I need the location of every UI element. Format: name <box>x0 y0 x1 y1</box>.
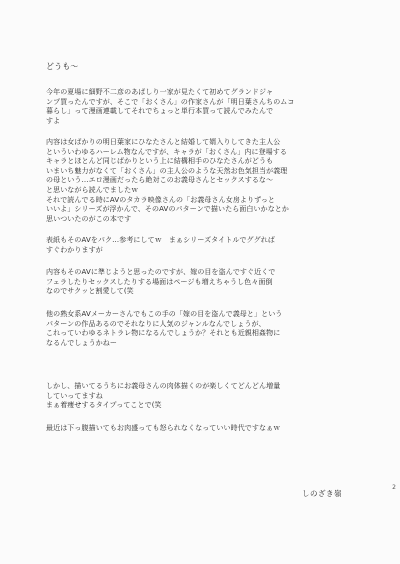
text-line: なのでサクッと割愛して(笑 <box>46 287 134 296</box>
text-line: すぐわかりますが <box>46 245 103 254</box>
page-number: 2 <box>392 484 396 491</box>
text-line: しかし、描いてるうちにお義母さんの肉体描くのが楽しくてどんどん増量 <box>46 382 281 390</box>
text-line: まぁ着痩せするタイプってことで(笑 <box>46 401 162 410</box>
paragraph-5 <box>46 310 368 348</box>
text-line: 内容は女ばかりの明日葉家にひなたさんと結婚して婿入りしてきた主人公 <box>46 138 281 146</box>
text-line: 最近は下っ腹描いてもお肉盛っても怒られなくなっていい時代ですなぁｗ <box>46 424 281 432</box>
text-line: これっていわゆるネトラレ物になるんでしょうか？それとも近親相姦物に <box>46 329 281 338</box>
text-line: といういわゆるハーレム物なんですが、キャラが「おくさん」内に登場する <box>46 147 287 156</box>
paragraph-6 <box>46 382 368 411</box>
greeting-text: どうも〜 <box>46 62 79 71</box>
text-line: キャラとほとんど同じばかりという上に結構相手のひなたさんがどうも <box>46 157 274 166</box>
text-line: ンプ買ったんですが、そこで「おくさん」の作家さんが「明日葉さんちのムコ <box>46 97 295 106</box>
text-line: パターンの作品あるのでそれなりに人気のジャンルなんでしょうが、 <box>46 319 266 328</box>
text-line: していってますね <box>46 391 103 400</box>
text-line: 暮らし」って漫画連載してそれでちょっと単行本買って読んでみたんで <box>46 107 274 116</box>
paragraph-3 <box>46 236 368 255</box>
paragraph-2 <box>46 138 368 224</box>
paragraph-7 <box>46 424 368 434</box>
text-line: の母という…エロ漫画だったら絶対このお義母さんとセックスするな〜 <box>46 176 274 185</box>
text-line: 表紙もそのAVをパク…参考にしてｗ まぁシリーズタイトルでググれば <box>46 236 275 244</box>
text-line: と思いながら読んでましたｗ <box>46 185 139 194</box>
paragraph-1 <box>46 88 368 126</box>
text-line: なるんでしょうかねー <box>46 338 117 347</box>
author-signature: しのざき嶺 <box>302 489 342 498</box>
text-line: いいよ」シリーズが浮かんで、そのAVのパターンで描いたら面白いかなとか <box>46 205 289 214</box>
text-line: フェラしたりセックスしたりする場面はページも増えちゃうし色々面倒 <box>46 277 273 286</box>
text-line: 思いついたのがこの本です <box>46 214 132 223</box>
paragraph-4 <box>46 268 368 297</box>
text-line: すよ <box>46 116 61 125</box>
text-line: 内容もそのAVに準じようと思ったのですが、嫁の目を盗んですぐ近くで <box>46 268 276 276</box>
text-line: 今年の夏場に細野不二彦のあぱしり一家が見たくて初めてグランドジャ <box>46 88 274 96</box>
text-line: それで読んでる時にAVのタカラ映像さんの「お義母さん女房よりずっと <box>46 195 276 204</box>
text-line: いまいち魅力がなくて「おくさん」の主人公のような天然お色気担当が義理 <box>46 166 288 175</box>
text-line: 他の熟女系AVメーカーさんでもこの手の「嫁の目を盗んで義母と」という <box>46 310 283 318</box>
